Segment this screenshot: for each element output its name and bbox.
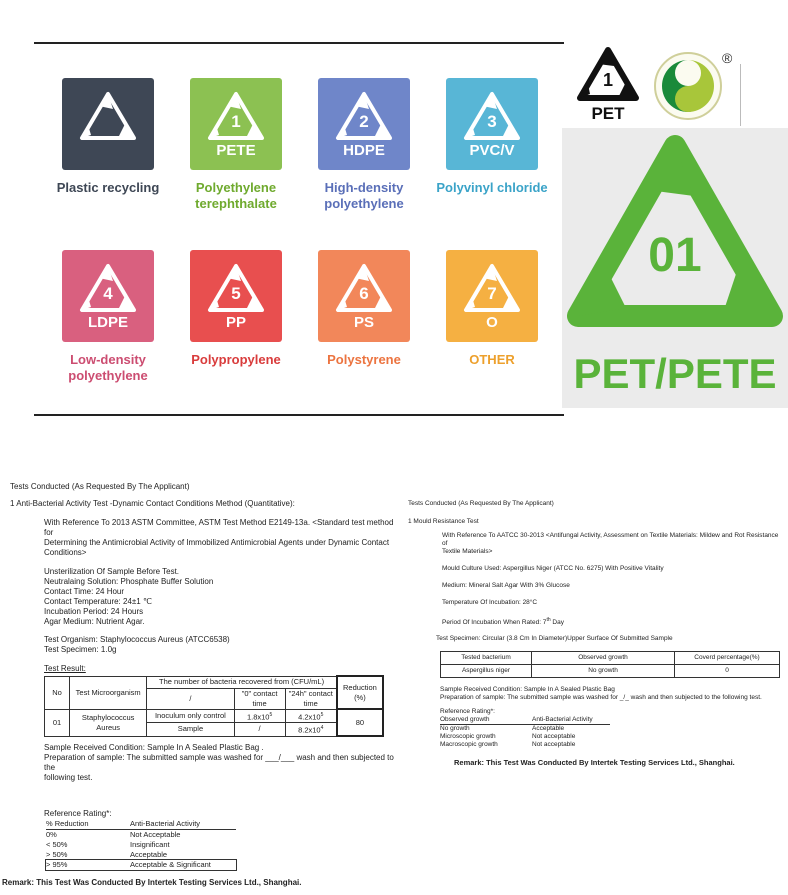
rating-row	[46, 840, 236, 850]
tile-number: 5	[231, 284, 241, 303]
left-rating-title: Reference Rating*:	[44, 809, 112, 818]
rating-range: 0%	[46, 830, 57, 839]
table-cell: $1.8x10^5$	[234, 709, 285, 723]
tile-code: LDPE	[87, 314, 128, 331]
recycling-tile	[62, 250, 154, 342]
table-cell: Staphylococcus Aureus	[70, 709, 147, 736]
rating-activity: Not Acceptable	[130, 830, 181, 839]
tile-number: 3	[487, 112, 497, 131]
left-item-title: 1 Anti-Bacterial Activity Test -Dynamic Contact Conditions Method (Quantitative):	[10, 499, 295, 508]
rating-range: Macroscopic growth	[440, 741, 498, 749]
right-result-table	[440, 651, 780, 678]
table-header: Tested bacterium	[441, 652, 532, 665]
tile-number: 4	[103, 284, 113, 303]
right-reference-line: With Reference To AATCC 30-2013 <Antifungal Activity, Assessment on Textile Materials: Mildew and Rot Resistance of	[442, 532, 779, 547]
recycling-tile	[318, 78, 410, 170]
pet-logo	[568, 44, 648, 124]
tile-code: PS	[353, 314, 374, 331]
right-header: Tests Conducted (As Requested By The Applicant)	[408, 500, 554, 507]
rating-range: No growth	[440, 725, 470, 733]
left-remark: Remark: This Test Was Conducted By Intertek Testing Services Ltd., Shanghai.	[2, 878, 302, 887]
left-condition: Agar Medium: Nutrient Agar.	[44, 617, 145, 626]
left-prep: following test.	[44, 773, 93, 782]
table-header: Coverd percentage(%)	[675, 652, 780, 665]
tile-label: Plastic recycling	[56, 180, 160, 195]
rating-row	[46, 850, 236, 860]
left-received: Sample Received Condition: Sample In A Sealed Plastic Bag .	[44, 743, 264, 752]
big-logo-code: PET/PETE	[573, 350, 777, 397]
tile-label: Polyvinyl chloride	[436, 180, 548, 195]
right-reference-line: Textile Materials>	[442, 548, 493, 555]
left-organism: Test Organism: Staphylococcus Aureus (ATCC6538)	[44, 635, 230, 644]
right-received: Sample Received Condition: Sample In A Sealed Plastic Bag	[440, 686, 615, 694]
table-cell: $8.2x10^4$	[285, 723, 337, 737]
table-cell: 01	[45, 709, 70, 736]
rating-header: % Reduction	[46, 819, 89, 828]
rating-header: Observed growth	[440, 716, 490, 724]
tile-code: O	[486, 314, 498, 331]
recycling-tile	[318, 250, 410, 342]
left-reference-line: Determining the Antimicrobial Activity of Immobilized Antimicrobial Agents under Dynamic Contact	[44, 538, 390, 547]
logo-divider	[740, 64, 741, 126]
left-specimen: Test Specimen: 1.0g	[44, 645, 117, 654]
table-cell: Aspergillus niger	[441, 665, 532, 678]
left-header: Tests Conducted (As Requested By The Applicant)	[10, 482, 190, 491]
right-medium: Medium: Mineral Salt Agar With 3% Glucose	[442, 582, 570, 589]
recycle-triangle-icon	[62, 78, 154, 170]
tile-label: Low-density polyethylene	[68, 352, 148, 383]
table-cell: Inoculum only control	[147, 709, 234, 723]
rating-row	[440, 733, 610, 741]
tile-label: Polyethylene terephthalate	[195, 180, 277, 211]
rating-range: Microscopic growth	[440, 733, 496, 741]
rating-row	[440, 725, 610, 734]
rating-header: Anti-Bacterial Activity	[130, 819, 201, 828]
tile-label: Polypropylene	[191, 352, 281, 367]
tile-code: PVC/V	[469, 142, 515, 159]
tile-code: PP	[225, 314, 246, 331]
table-header: Test Microorganism	[70, 676, 147, 709]
table-header: The number of bacteria recovered from (CFU/mL)	[147, 676, 337, 688]
table-header: Observed growth	[532, 652, 675, 665]
left-result-table	[44, 675, 384, 737]
left-condition: Unsterilization Of Sample Before Test.	[44, 567, 180, 576]
rating-range: > 95%	[46, 860, 68, 869]
right-report	[408, 500, 780, 767]
tile-label: Polystyrene	[327, 352, 401, 367]
right-prep: Preparation of sample: The submitted sample was washed for _/_ wash and then subjected to the following test.	[440, 694, 762, 702]
right-period: Period Of Incubation When Rated: 7th Day	[442, 617, 564, 627]
table-cell: 0	[675, 665, 780, 678]
rating-activity: Not acceptable	[532, 733, 576, 741]
left-prep: Preparation of sample: The submitted sample was washed for ___/___ wash and then subjected to the	[44, 753, 394, 772]
table-header: Reduction (%)	[337, 676, 383, 709]
pet-logo-code: PET	[591, 104, 625, 123]
green-dot-logo	[652, 50, 742, 130]
rating-range: < 50%	[46, 840, 68, 849]
left-condition: Contact Temperature: 24±1 ℃	[44, 597, 152, 606]
left-condition: Neutralaing Solution: Phosphate Buffer Solution	[44, 577, 214, 586]
left-condition: Contact Time: 24 Hour	[44, 587, 125, 596]
table-header: "24h" contact time	[285, 688, 337, 709]
recycling-tile	[446, 250, 538, 342]
registered-mark: ®	[722, 50, 733, 66]
tile-number: 6	[359, 284, 369, 303]
left-reference-line: With Reference To 2013 ASTM Committee, ASTM Test Method E2149-13a. <Standard test method for	[44, 518, 394, 537]
big-pete-logo	[562, 128, 788, 408]
table-cell: $4.2x10^5$	[285, 709, 337, 723]
right-specimen: Test Specimen: Circular (3.8 Cm In Diameter)Upper Surface Of Submitted Sample	[436, 635, 673, 643]
right-remark: Remark: This Test Was Conducted By Intertek Testing Services Ltd., Shanghai.	[454, 758, 735, 768]
rating-row	[46, 830, 236, 841]
tile-number: 1	[231, 112, 241, 131]
left-reference-line: Conditions>	[44, 548, 87, 557]
green-dot-icon	[652, 50, 724, 122]
bottom-rule	[34, 414, 564, 416]
left-result-label: Test Result:	[44, 664, 86, 673]
rating-activity: Not acceptable	[532, 741, 576, 749]
tile-code: HDPE	[343, 142, 385, 159]
left-report	[2, 482, 400, 888]
right-temp: Temperature Of Incubation: 28°C	[442, 599, 538, 606]
pet-logo-number: 1	[602, 70, 613, 90]
rating-activity: Acceptable	[130, 850, 168, 859]
table-cell: No growth	[532, 665, 675, 678]
table-header: /	[147, 688, 234, 709]
tile-number: 2	[359, 112, 369, 131]
top-rule	[34, 42, 564, 44]
right-rating-table	[440, 716, 610, 749]
table-cell: 80	[337, 709, 383, 736]
rating-activity: Acceptable & Significant	[130, 860, 211, 869]
table-header: "0" contact time	[234, 688, 285, 709]
table-header: No	[45, 676, 70, 709]
right-item-title: 1 Mould Resistance Test	[408, 518, 479, 525]
left-condition: Incubation Period: 24 Hours	[44, 607, 144, 616]
tile-label: OTHER	[469, 352, 515, 367]
tile-label: High-density polyethylene	[324, 180, 404, 211]
rating-activity: Acceptable	[532, 725, 565, 733]
rating-header: Anti-Bacterial Activity	[532, 716, 593, 724]
recycling-tile	[446, 78, 538, 170]
big-logo-number: 01	[648, 229, 702, 282]
left-rating-table	[46, 819, 236, 870]
tile-code: PETE	[216, 142, 256, 159]
recycling-tile	[190, 250, 282, 342]
table-cell: Sample	[147, 723, 234, 737]
recycling-tile	[62, 78, 154, 170]
right-rating-title: Reference Rating*:	[440, 708, 495, 716]
recycling-tile	[190, 78, 282, 170]
right-culture: Mould Culture Used: Aspergillus Niger (ATCC No. 6275) With Positive Vitality	[442, 565, 664, 572]
rating-row	[46, 860, 236, 870]
rating-range: > 50%	[46, 850, 68, 859]
table-cell: /	[234, 723, 285, 737]
tile-number: 7	[487, 284, 497, 303]
rating-row	[440, 741, 610, 749]
rating-activity: Insignificant	[130, 840, 170, 849]
